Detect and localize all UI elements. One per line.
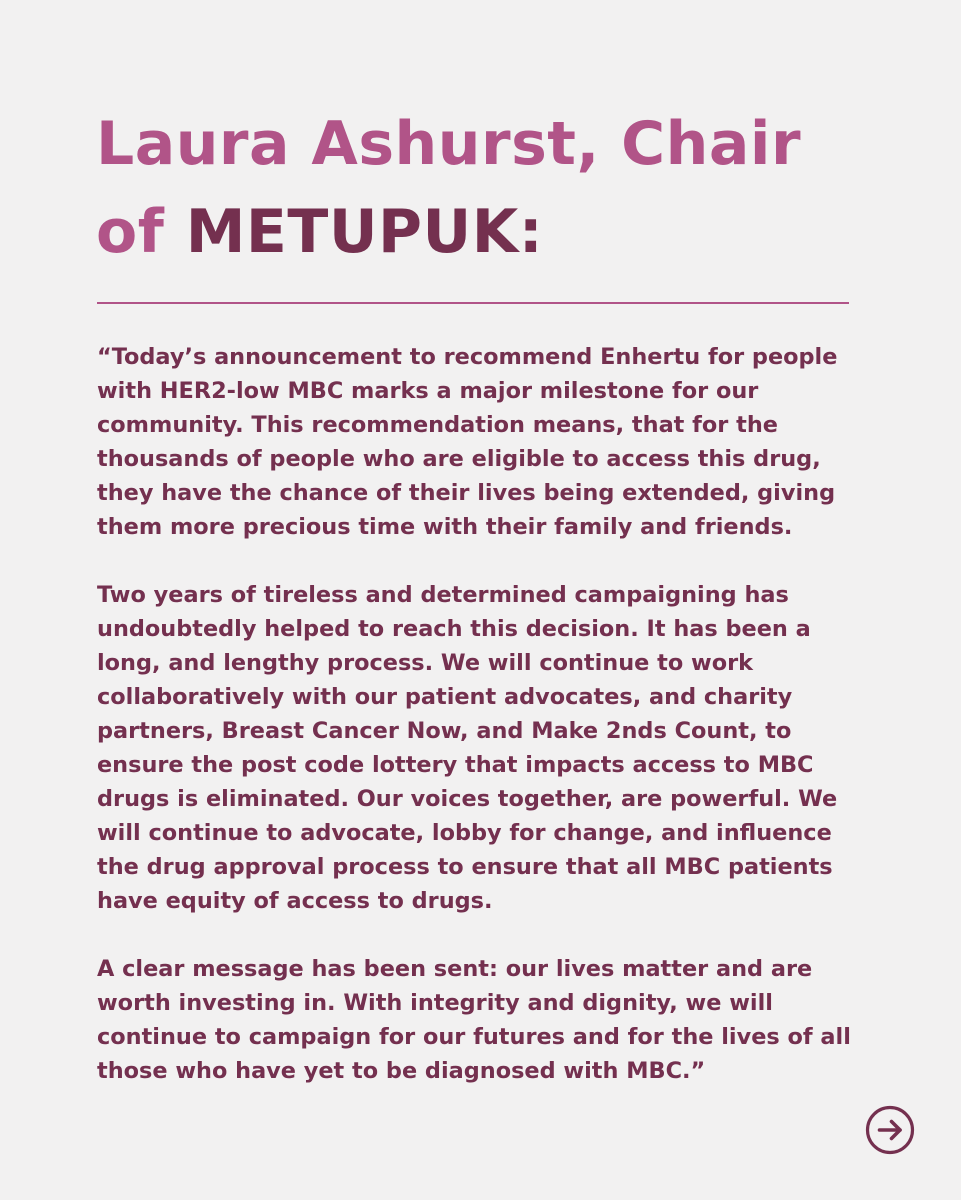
arrow-right-circle-icon <box>865 1105 915 1155</box>
heading-divider <box>97 302 849 304</box>
heading-name-line: Laura Ashurst, Chair <box>96 109 802 179</box>
quote-paragraph-2: Two years of tireless and determined campaigning has undoubtedly helped to reach this decision. It has been a long, and lengthy process. We will continue to work collaboratively with our patient advocates, and charity partners, Breast Cancer Now, and Make 2nds Count, to ensure the post code lottery that impacts access to MBC drugs is eliminated. Our voices together, are powerful. We will continue to advocate, lobby for change, and influence the drug approval process to ensure that all MBC patients have equity of access to drugs. <box>97 582 838 914</box>
heading <box>96 100 876 276</box>
quote-paragraph-3: A clear message has been sent: our lives matter and are worth investing in. With integrity and dignity, we will continue to campaign for our futures and for the lives of all those who have yet to be diagnosed with MBC.” <box>97 956 851 1084</box>
quote-body <box>97 340 867 1088</box>
heading-organization: METUPUK: <box>185 197 544 267</box>
next-slide-button[interactable] <box>865 1105 915 1155</box>
quote-paragraph-1: “Today’s announcement to recommend Enhertu for people with HER2-low MBC marks a major milestone for our community. This recommendation means, that for the thousands of people who are eligible to access this drug, they have the chance of their lives being extended, giving them more precious time with their family and friends. <box>97 344 838 540</box>
heading-prefix: of <box>96 197 186 267</box>
